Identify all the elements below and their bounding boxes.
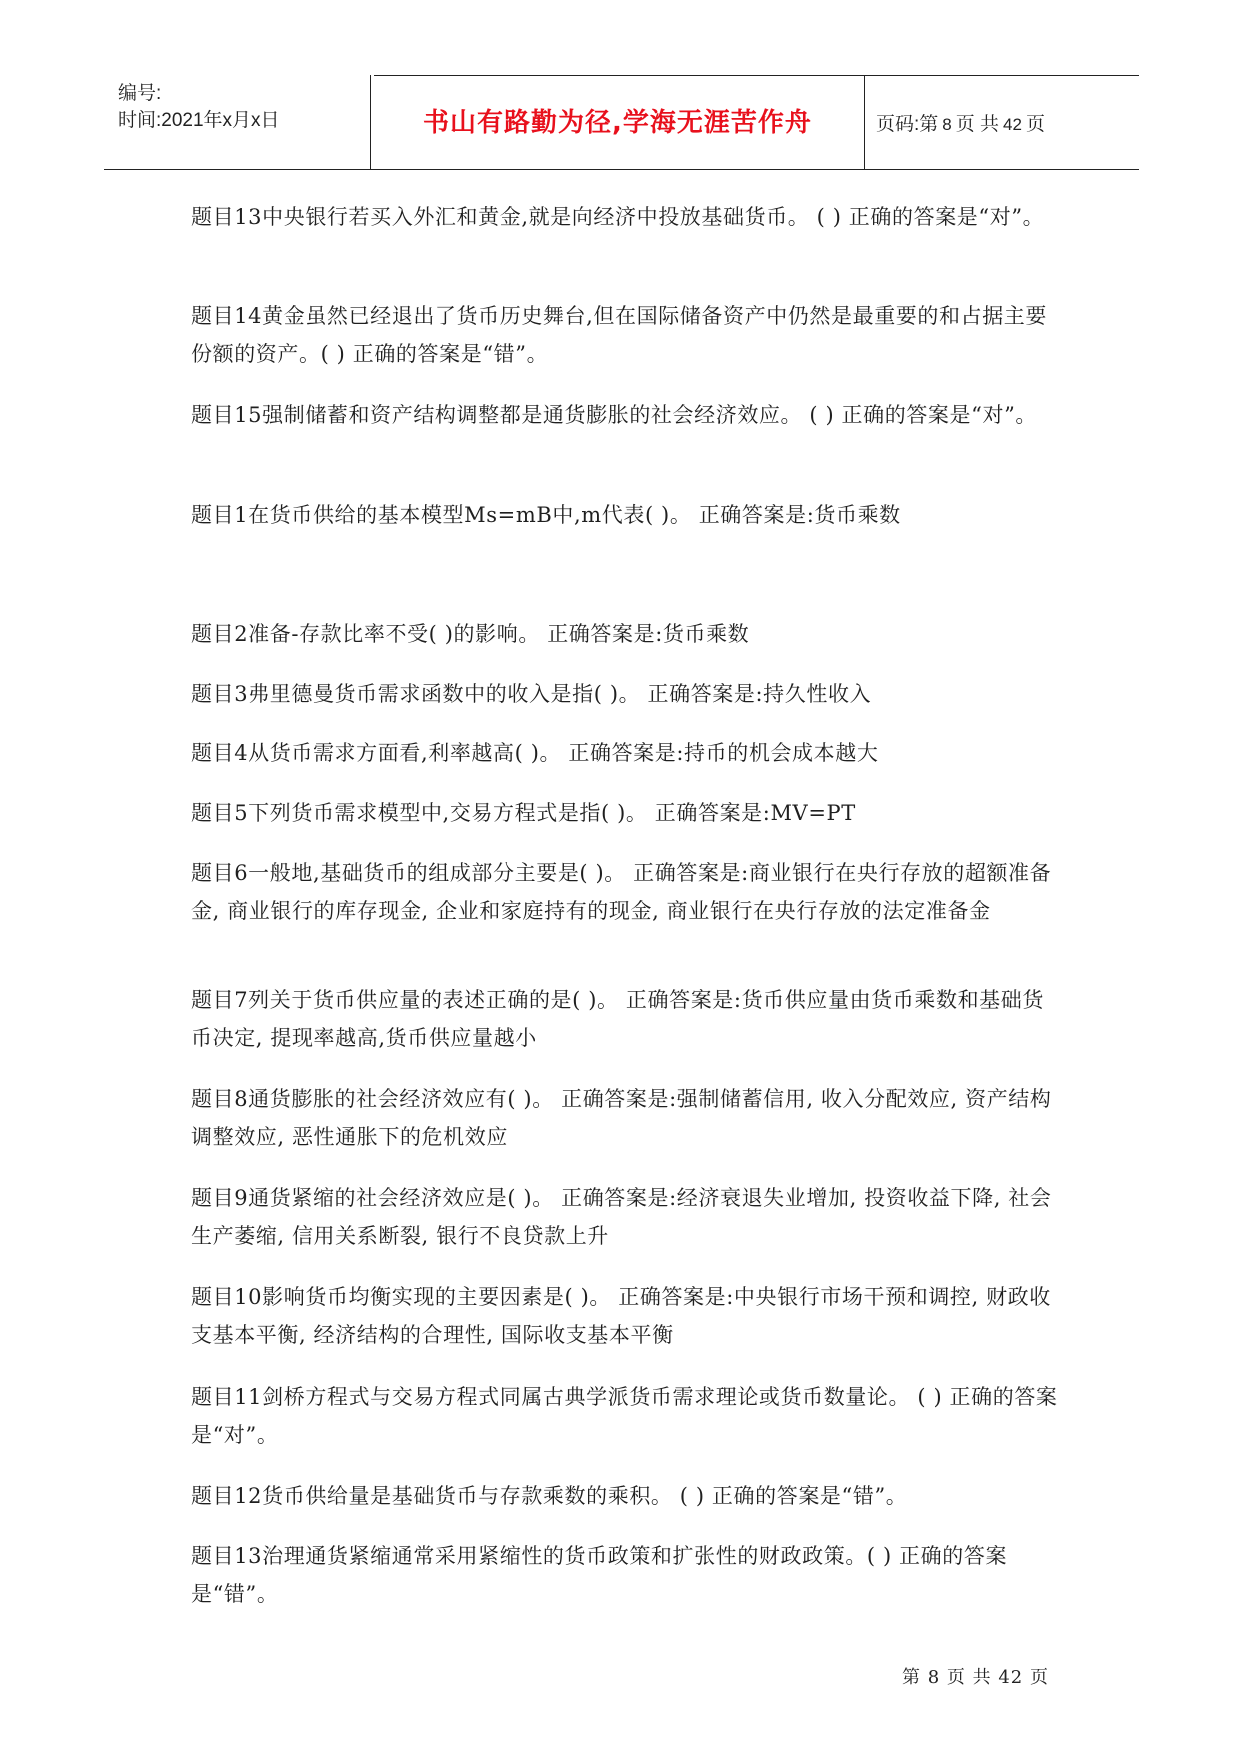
question-item: 题目6一般地,基础货币的组成部分主要是( )。 正确答案是:商业银行在央行存放的超额准备金, 商业银行的库存现金, 企业和家庭持有的现金, 商业银行在央行存放的法定准备金 [191, 861, 1052, 923]
document-number-label: 编号: [118, 83, 162, 104]
page-header [104, 75, 1139, 170]
page-footer: 第 8 页 共 42 页 [902, 1667, 1049, 1688]
question-item: 题目9通货紧缩的社会经济效应是( )。 正确答案是:经济衰退失业增加, 投资收益下降, 社会生产萎缩, 信用关系断裂, 银行不良贷款上升 [191, 1186, 1052, 1248]
header-meta-cell [104, 75, 370, 169]
question-item: 题目4从货币需求方面看,利率越高( )。 正确答案是:持币的机会成本越大 [191, 741, 879, 765]
question-item: 题目8通货膨胀的社会经济效应有( )。 正确答案是:强制储蓄信用, 收入分配效应, 资产结构调整效应, 恶性通胀下的危机效应 [191, 1087, 1052, 1149]
question-item: 题目10影响货币均衡实现的主要因素是( )。 正确答案是:中央银行市场干预和调控, 财政收支基本平衡, 经济结构的合理性, 国际收支基本平衡 [191, 1285, 1051, 1347]
document-time-label: 时间:2021年x月x日 [118, 110, 280, 131]
page-prefix: 页码:第 [876, 114, 939, 135]
question-item: 题目13治理通货紧缩通常采用紧缩性的货币政策和扩张性的财政政策。( ) 正确的答案是“错”。 [191, 1544, 1008, 1606]
header-motto-cell [370, 75, 865, 169]
page-total: 42 [1003, 115, 1022, 134]
question-item: 题目12货币供给量是基础货币与存款乘数的乘积。 ( ) 正确的答案是“错”。 [191, 1484, 908, 1508]
header-page-cell [864, 75, 1139, 169]
header-page-code [876, 109, 1045, 136]
question-item: 题目3弗里德曼货币需求函数中的收入是指( )。 正确答案是:持久性收入 [191, 682, 872, 706]
page-suffix: 页 [1025, 114, 1045, 135]
header-motto: 书山有路勤为径,学海无涯苦作舟 [423, 108, 812, 138]
page-number: 8 [942, 115, 952, 134]
question-item: 题目5下列货币需求模型中,交易方程式是指( )。 正确答案是:MV=PT [191, 801, 856, 825]
question-item: 题目2准备-存款比率不受( )的影响。 正确答案是:货币乘数 [191, 622, 750, 646]
question-item: 题目13中央银行若买入外汇和黄金,就是向经济中投放基础货币。 ( ) 正确的答案是“对”。 [191, 205, 1045, 229]
question-item: 题目1在货币供给的基本模型Ms=mB中,m代表( )。 正确答案是:货币乘数 [191, 503, 901, 527]
page-mid: 页 共 [955, 114, 1000, 135]
question-item: 题目11剑桥方程式与交易方程式同属古典学派货币需求理论或货币数量论。 ( ) 正确的答案是“对”。 [191, 1385, 1058, 1447]
question-item: 题目14黄金虽然已经退出了货币历史舞台,但在国际储备资产中仍然是最重要的和占据主要份额的资产。( ) 正确的答案是“错”。 [191, 304, 1047, 366]
question-item: 题目15强制储蓄和资产结构调整都是通货膨胀的社会经济效应。 ( ) 正确的答案是“对”。 [191, 403, 1038, 427]
question-item: 题目7列关于货币供应量的表述正确的是( )。 正确答案是:货币供应量由货币乘数和基础货币决定, 提现率越高,货币供应量越小 [191, 988, 1044, 1050]
